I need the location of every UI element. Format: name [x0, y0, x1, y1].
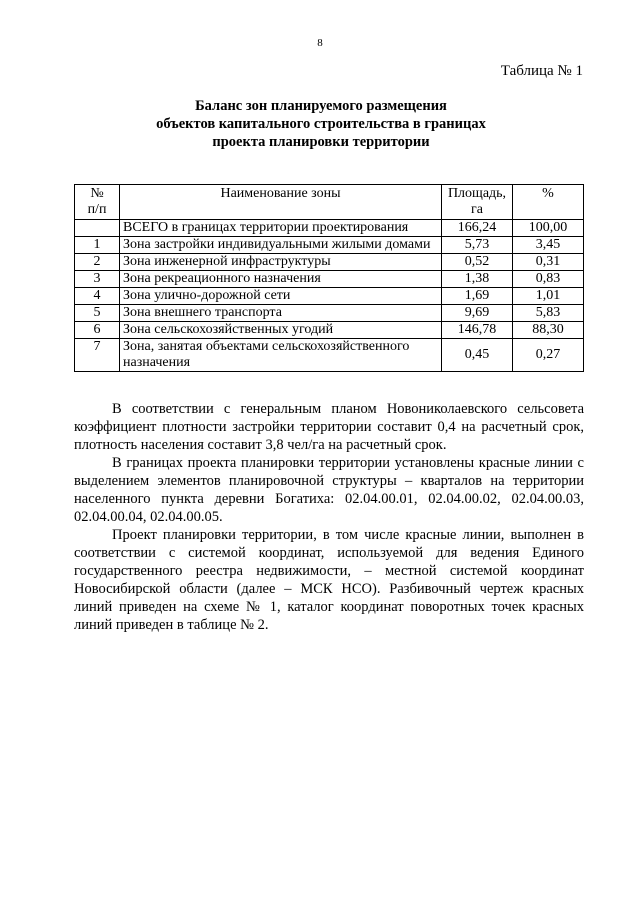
table-caption: Таблица № 1	[500, 63, 583, 79]
header-zone-name: Наименование зоны	[120, 185, 442, 220]
row-percent: 88,30	[513, 322, 584, 339]
header-area	[442, 185, 513, 220]
row-area: 166,24	[442, 220, 513, 237]
header-percent: %	[513, 185, 584, 220]
header-number-line: п/п	[87, 202, 107, 217]
row-number: 4	[75, 288, 120, 305]
heading-line: проекта планировки территории	[212, 134, 430, 150]
row-zone-name: Зона рекреационного назначения	[120, 271, 442, 288]
row-zone-name: Зона инженерной инфраструктуры	[120, 254, 442, 271]
row-number: 6	[75, 322, 120, 339]
row-area: 0,52	[442, 254, 513, 271]
header-area-line: Площадь,	[447, 186, 507, 201]
table-row	[75, 254, 584, 271]
page-number: 8	[317, 37, 323, 49]
row-percent: 5,83	[513, 305, 584, 322]
row-area: 1,69	[442, 288, 513, 305]
header-number	[75, 185, 120, 220]
row-area: 9,69	[442, 305, 513, 322]
heading-line: Баланс зон планируемого размещения	[195, 98, 447, 114]
table-row	[75, 271, 584, 288]
row-zone-name: Зона застройки индивидуальными жилыми домами	[120, 237, 442, 254]
row-zone-name: Зона сельскохозяйственных угодий	[120, 322, 442, 339]
table-heading	[74, 97, 568, 151]
row-percent: 1,01	[513, 288, 584, 305]
row-number: 1	[75, 237, 120, 254]
table-row	[75, 322, 584, 339]
row-number: 7	[75, 339, 120, 372]
paragraph: В соответствии с генеральным планом Новониколаевского сельсовета коэффициент плотности застройки территории составит 0,4 на расчетный срок, плотность населения составит 3,8 чел/га на расчетный срок.	[74, 401, 584, 453]
paragraph: В границах проекта планировки территории установлены красные линии с выделением элементов планировочной структуры – кварталов на территории населенного пункта деревни Богатиха: 02.04.00.01, 02.04.00.02, 02.04.00.03, 02.04.00.04, 02.04.00.05.	[74, 455, 584, 525]
zone-balance-table	[74, 184, 584, 372]
row-zone-name: ВСЕГО в границах территории проектирования	[120, 220, 442, 237]
row-number: 3	[75, 271, 120, 288]
table-row	[75, 220, 584, 237]
row-number	[75, 220, 120, 237]
row-zone-name: Зона, занятая объектами сельскохозяйственного назначения	[120, 339, 442, 372]
row-area: 5,73	[442, 237, 513, 254]
row-area: 0,45	[442, 339, 513, 372]
row-zone-name: Зона внешнего транспорта	[120, 305, 442, 322]
row-number: 2	[75, 254, 120, 271]
row-percent: 3,45	[513, 237, 584, 254]
table-header-row	[75, 185, 584, 220]
row-number: 5	[75, 305, 120, 322]
row-zone-name: Зона улично-дорожной сети	[120, 288, 442, 305]
row-area: 1,38	[442, 271, 513, 288]
paragraph: Проект планировки территории, в том числе красные линии, выполнен в соответствии с системой координат, используемой для ведения Единого государственного реестра недвижимости, – местной системой координат Новосибирской области (далее – МСК НСО). Разбивочный чертеж красных линий приведен на схеме № 1, каталог координат поворотных точек красных линий приведен в таблице № 2.	[74, 527, 584, 633]
table-row	[75, 288, 584, 305]
row-percent: 100,00	[513, 220, 584, 237]
header-number-line: №	[90, 186, 104, 201]
row-percent: 0,83	[513, 271, 584, 288]
row-percent: 0,27	[513, 339, 584, 372]
table-row	[75, 237, 584, 254]
heading-line: объектов капитального строительства в границах	[156, 116, 486, 132]
header-area-line: га	[471, 202, 483, 217]
table-row	[75, 339, 584, 372]
body-text	[74, 400, 584, 634]
row-area: 146,78	[442, 322, 513, 339]
row-percent: 0,31	[513, 254, 584, 271]
table-row	[75, 305, 584, 322]
